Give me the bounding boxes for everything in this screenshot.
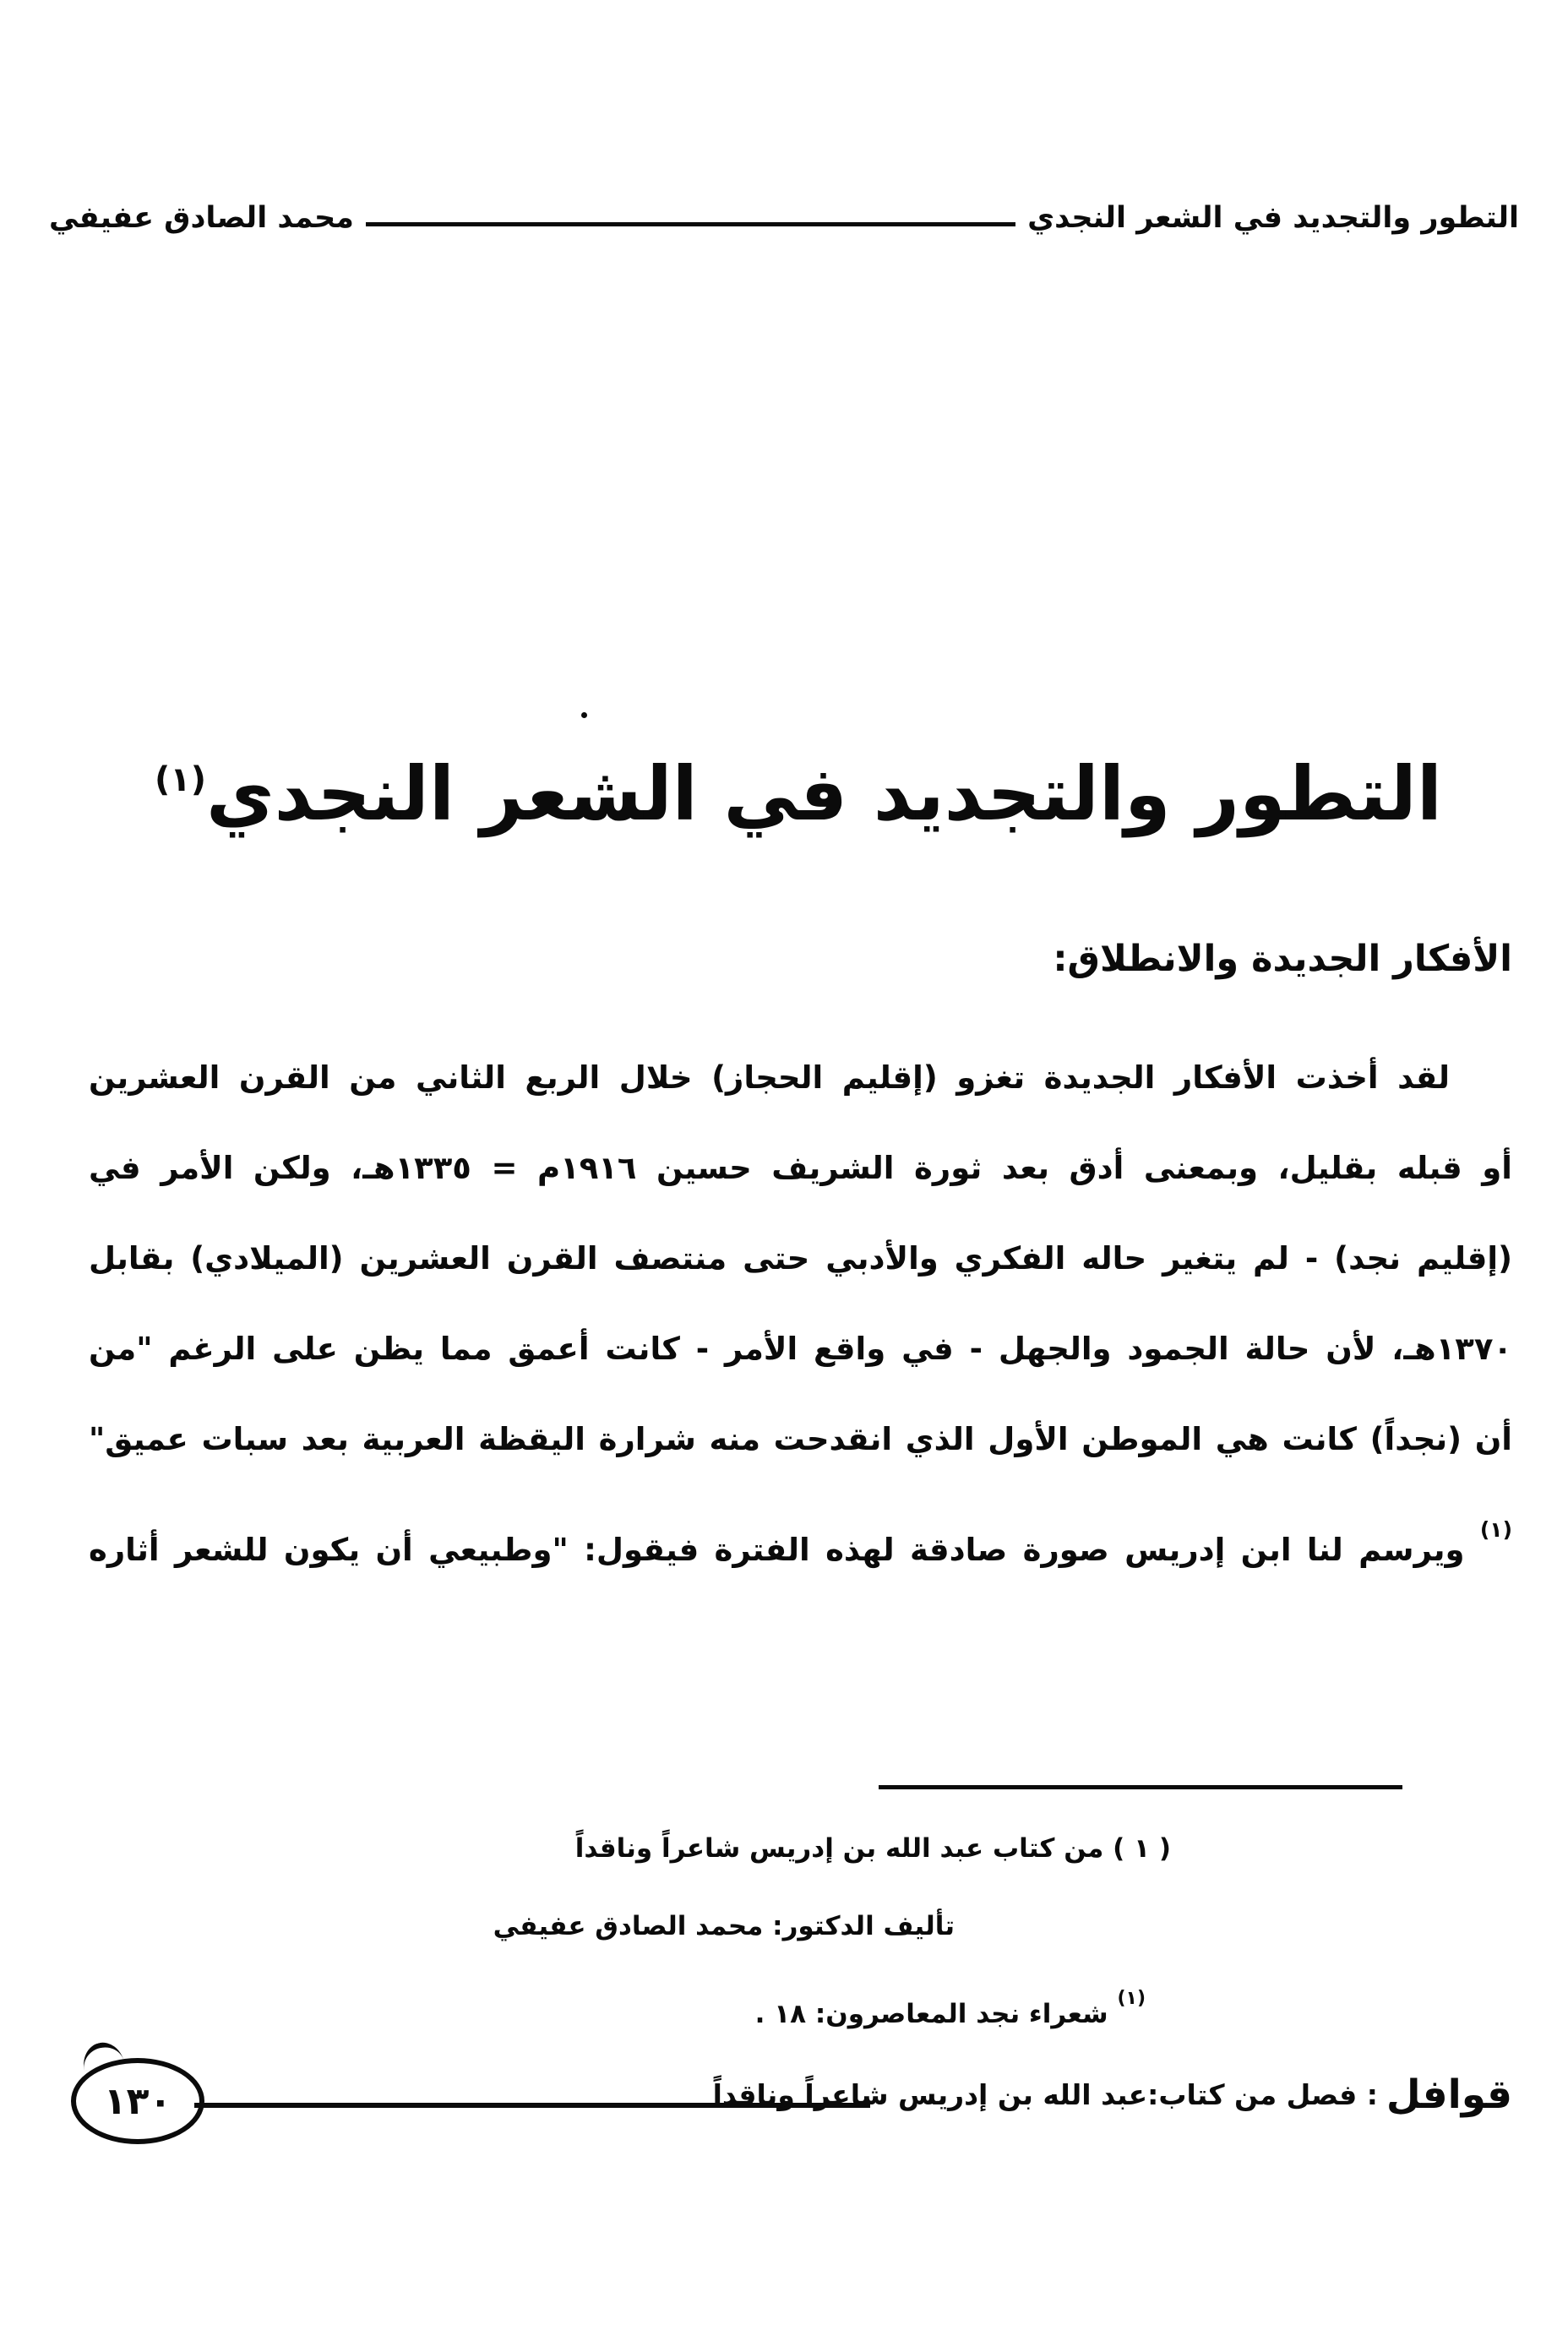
paragraph bbox=[89, 1032, 1512, 1575]
scan-artifact-dot bbox=[581, 712, 587, 718]
footnote-1 bbox=[575, 1823, 1171, 1874]
title-footnote-ref: (١) bbox=[154, 760, 206, 799]
paragraph-line-1: لقد أخذت الأفكار الجديدة تغزو (إقليم الحجاز) خلال الربع الثاني من القرن العشرين bbox=[89, 1059, 1450, 1096]
footnote-1-ref: ( ١ ) bbox=[1113, 1833, 1171, 1864]
footer-caption: : فصل من كتاب:عبد الله بن إدريس شاعراً وناقداً bbox=[712, 2078, 1378, 2111]
paragraph-line-2: أو قبله بقليل، وبمعنى أدق بعد ثورة الشريف حسين ١٩١٦م = ١٣٣٥هـ، ولكن الأمر في bbox=[89, 1150, 1512, 1186]
page-title bbox=[84, 737, 1512, 852]
footnote-1-text: من كتاب عبد الله بن إدريس شاعراً وناقداً bbox=[574, 1833, 1104, 1864]
paragraph-line-6-text: ويرسم لنا ابن إدريس صورة صادقة لهذه الفترة فيقول: "وطبيعي أن يكون للشعر أثاره bbox=[89, 1532, 1465, 1568]
footnote-2: تأليف الدكتور: محمد الصادق عفيفي bbox=[493, 1911, 955, 1941]
header-chapter-title: التطور والتجديد في الشعر النجدي bbox=[1027, 201, 1519, 235]
page-title-text: التطور والتجديد في الشعر النجدي bbox=[205, 750, 1443, 837]
page-number-badge bbox=[71, 2058, 204, 2144]
footnote-separator-rule bbox=[879, 1785, 1402, 1789]
header-author: محمد الصادق عفيفي bbox=[49, 201, 354, 235]
page-number: ١٣٠ bbox=[103, 2079, 172, 2123]
paragraph-line-4: ١٣٧٠هـ، لأن حالة الجمود والجهل - في واقع الأمر - كانت أعمق مما يظن على الرغم "من bbox=[89, 1331, 1512, 1367]
footnote-3-text: شعراء نجد المعاصرون: ١٨ . bbox=[754, 1999, 1108, 2029]
footnote-3 bbox=[755, 1974, 1146, 2039]
section-heading: الأفكار الجديدة والانطلاق: bbox=[1053, 938, 1512, 980]
page-header bbox=[49, 191, 1519, 245]
footnote-3-ref: (١) bbox=[1117, 1988, 1146, 2009]
paragraph-line-3: (إقليم نجد) - لم يتغير حاله الفكري والأدبي حتى منتصف القرن العشرين (الميلادي) بقابل bbox=[89, 1240, 1512, 1277]
paragraph-line-6 bbox=[89, 1484, 1512, 1575]
header-rule bbox=[366, 222, 1015, 226]
footer-caption-row bbox=[713, 2072, 1512, 2118]
inline-footnote-ref: (١) bbox=[1479, 1517, 1512, 1542]
paragraph-line-5: أن (نجداً) كانت هي الموطن الأول الذي انقدحت منه شرارة اليقظة العربية بعد سبات عميق" bbox=[89, 1421, 1512, 1457]
footer-brand: قوافل bbox=[1386, 2072, 1512, 2118]
